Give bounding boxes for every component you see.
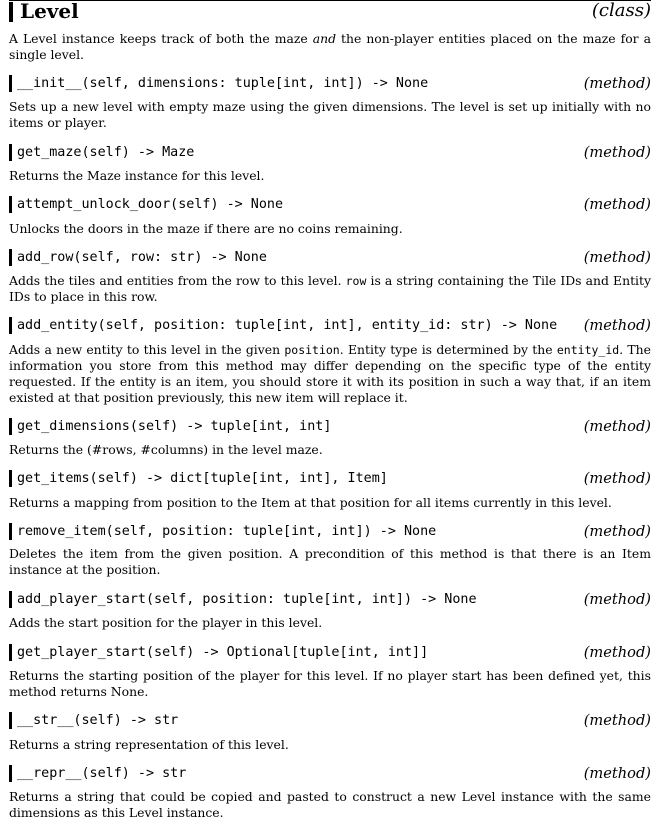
- section-bar: [9, 523, 12, 540]
- method-signature: get_player_start(self) -> Optional[tuple[int, int]]: [17, 645, 429, 660]
- section-bar: [9, 2, 13, 22]
- method-description-text: Returns a string representation of this level.: [9, 737, 289, 752]
- method-description: [9, 615, 651, 631]
- inline-code: entity_id: [556, 343, 620, 357]
- method-kind-label: (method): [583, 317, 651, 334]
- method-header: [9, 74, 651, 94]
- section-bar: [9, 644, 12, 661]
- method-signature: __repr__(self) -> str: [17, 766, 187, 781]
- section-bar: [9, 470, 12, 487]
- method-kind-label: (method): [583, 523, 651, 540]
- method-description-text: Returns the starting position of the player for this level. If no player start has been defined yet, this method returns None.: [9, 668, 651, 699]
- class-description-emphasis: and: [312, 31, 337, 46]
- method-signature: add_player_start(self, position: tuple[int, int]) -> None: [17, 592, 477, 607]
- section-bar: [9, 75, 12, 92]
- method-description-text-middle: . Entity type is determined by the: [339, 342, 557, 357]
- method-signature: remove_item(self, position: tuple[int, int]) -> None: [17, 524, 437, 539]
- method-description-text: Adds the tiles and entities from the row to this level.: [9, 273, 346, 288]
- method-kind-label: (method): [583, 591, 651, 608]
- inline-code: row: [345, 274, 367, 288]
- method-description: [9, 442, 651, 458]
- method-kind-label: (method): [583, 712, 651, 729]
- method-description: [9, 168, 651, 184]
- method-header: [9, 764, 651, 784]
- method-description: [9, 221, 651, 237]
- inline-code: position: [284, 343, 340, 357]
- method-signature: attempt_unlock_door(self) -> None: [17, 197, 284, 212]
- method-description: [9, 737, 651, 753]
- method-header: [9, 248, 651, 268]
- class-description: [9, 31, 651, 63]
- method-header: [9, 643, 651, 663]
- method-signature: get_items(self) -> dict[tuple[int, int], Item]: [17, 471, 388, 486]
- method-description: [9, 789, 651, 821]
- section-bar: [9, 317, 12, 334]
- section-bar: [9, 765, 12, 782]
- method-signature: add_entity(self, position: tuple[int, int], entity_id: str) -> None: [17, 318, 558, 333]
- method-signature: get_maze(self) -> Maze: [17, 145, 195, 160]
- method-header: [9, 522, 651, 542]
- class-title: Level: [20, 0, 79, 23]
- class-kind-label: (class): [591, 0, 651, 21]
- section-bar: [9, 249, 12, 266]
- class-description-text: A Level instance keeps track of both the maze: [9, 31, 313, 46]
- method-description-text-end: is a string containing the Tile IDs and Entity IDs to place in this row.: [9, 273, 651, 304]
- method-description-text: Unlocks the doors in the maze if there are no coins remaining.: [9, 221, 403, 236]
- method-description-text: Returns a string that could be copied and pasted to construct a new Level instance with the same dimensions as this Level instance.: [9, 789, 651, 820]
- method-signature: get_dimensions(self) -> tuple[int, int]: [17, 419, 332, 434]
- method-kind-label: (method): [583, 249, 651, 266]
- method-description: [9, 546, 651, 578]
- method-description: [9, 668, 651, 700]
- method-kind-label: (method): [583, 765, 651, 782]
- method-signature: __init__(self, dimensions: tuple[int, int]) -> None: [17, 76, 429, 91]
- section-bar: [9, 418, 12, 435]
- method-header: [9, 469, 651, 489]
- method-description: [9, 342, 651, 406]
- method-header: [9, 417, 651, 437]
- method-description-text-end: . The information you store from this method may differ depending on the specific type of the entity requested. If the entity is an item, you should store it with its position in such a way that, if an item existed at that position previously, this new item will replace it.: [9, 342, 651, 405]
- method-kind-label: (method): [583, 144, 651, 161]
- method-kind-label: (method): [583, 75, 651, 92]
- method-signature: add_row(self, row: str) -> None: [17, 250, 267, 265]
- method-signature: __str__(self) -> str: [17, 713, 179, 728]
- class-description-text-end: the non-player entities placed on the maze for a single level.: [9, 31, 651, 62]
- method-description-text: Deletes the item from the given position. A precondition of this method is that there is an Item instance at the position.: [9, 546, 651, 577]
- method-header: [9, 711, 651, 731]
- section-bar: [9, 591, 12, 608]
- method-header: [9, 195, 651, 215]
- method-description: [9, 99, 651, 131]
- method-header: [9, 143, 651, 163]
- method-kind-label: (method): [583, 196, 651, 213]
- method-description-text: Adds a new entity to this level in the given: [9, 342, 285, 357]
- method-description-text: Returns the Maze instance for this level.: [9, 168, 265, 183]
- method-kind-label: (method): [583, 418, 651, 435]
- method-description: [9, 273, 651, 305]
- method-kind-label: (method): [583, 470, 651, 487]
- section-bar: [9, 144, 12, 161]
- method-description: [9, 495, 651, 511]
- method-description-text: Returns a mapping from position to the Item at that position for all items currently in this level.: [9, 495, 612, 510]
- class-header: [9, 0, 651, 25]
- method-description-text: Sets up a new level with empty maze using the given dimensions. The level is set up initially with no items or player.: [9, 99, 651, 130]
- section-bar: [9, 196, 12, 213]
- section-bar: [9, 712, 12, 729]
- method-description-text: Adds the start position for the player in this level.: [9, 615, 323, 630]
- method-description-text: Returns the (#rows, #columns) in the level maze.: [9, 442, 323, 457]
- method-header: [9, 316, 651, 336]
- method-header: [9, 590, 651, 610]
- method-kind-label: (method): [583, 644, 651, 661]
